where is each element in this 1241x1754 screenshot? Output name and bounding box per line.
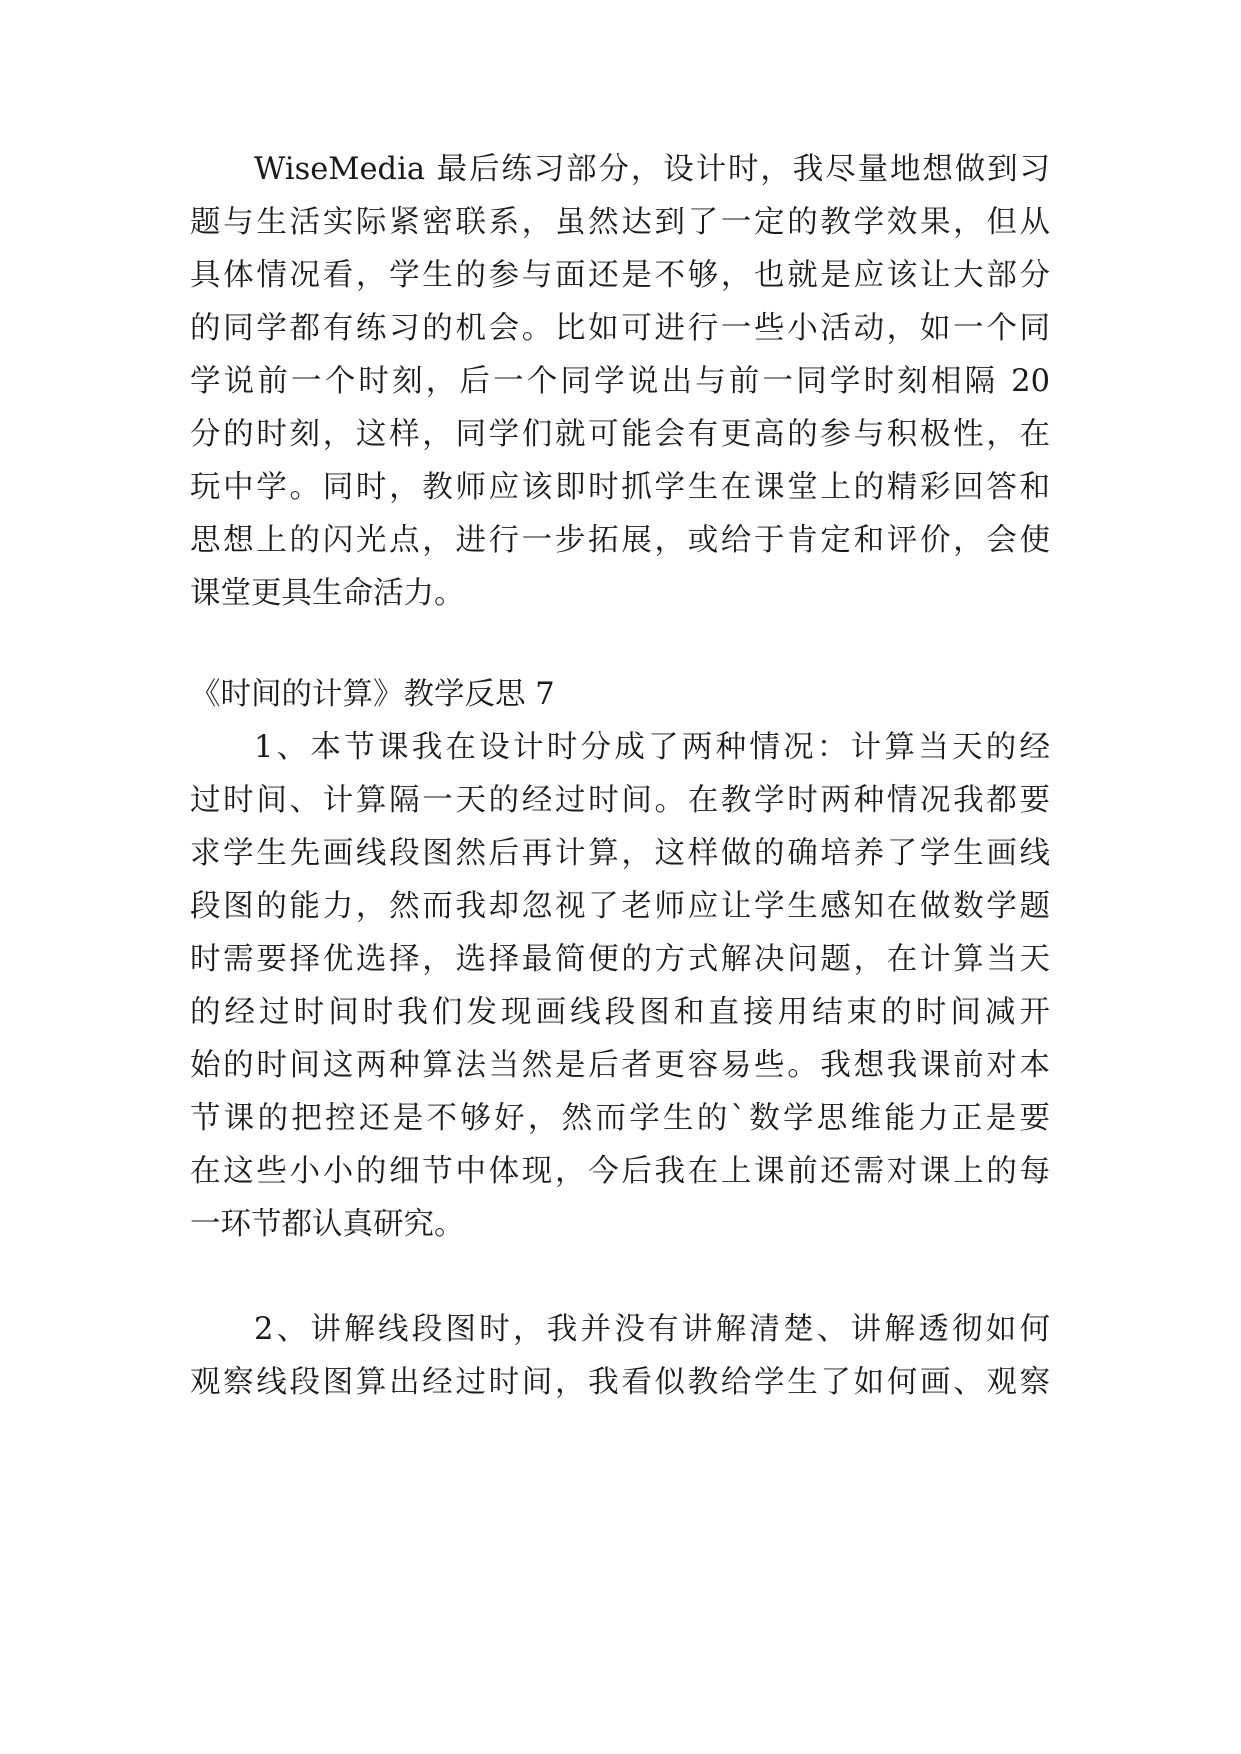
section-heading: 《时间的计算》教学反思 7	[190, 677, 555, 712]
text-line: 具体情况看，学生的参与面还是不够，也就是应该让大部分	[190, 258, 1050, 293]
text-line: 求学生先画线段图然后再计算，这样做的确培养了学生画线	[190, 836, 1050, 871]
text-line: 过时间、计算隔一天的经过时间。在教学时两种情况我都要	[190, 783, 1050, 818]
text-line: 始的时间这两种算法当然是后者更容易些。我想我课前对本	[190, 1048, 1050, 1083]
text-line: 题与生活实际紧密联系，虽然达到了一定的教学效果，但从	[190, 205, 1050, 240]
text-line: 在这些小小的细节中体现，今后我在上课前还需对课上的每	[190, 1154, 1050, 1189]
text-line: 玩中学。同时，教师应该即时抓学生在课堂上的精彩回答和	[190, 470, 1050, 505]
text-line: WiseMedia 最后练习部分，设计时，我尽量地想做到习	[254, 152, 1050, 187]
text-line: 思想上的闪光点，进行一步拓展，或给于肯定和评价，会使	[190, 523, 1050, 558]
text-line: 观察线段图算出经过时间，我看似教给学生了如何画、观察	[190, 1365, 1050, 1400]
text-line: 的同学都有练习的机会。比如可进行一些小活动，如一个同	[190, 311, 1050, 346]
text-line: 1、本节课我在设计时分成了两种情况：计算当天的经	[254, 730, 1050, 765]
text-line: 学说前一个时刻，后一个同学说出与前一同学时刻相隔 20	[190, 364, 1050, 399]
text-line: 2、讲解线段图时，我并没有讲解清楚、讲解透彻如何	[254, 1312, 1050, 1347]
text-line: 时需要择优选择，选择最简便的方式解决问题，在计算当天	[190, 942, 1050, 977]
text-line: 段图的能力，然而我却忽视了老师应让学生感知在做数学题	[190, 889, 1050, 924]
text-line: 课堂更具生命活力。	[190, 576, 465, 611]
text-line: 分的时刻，这样，同学们就可能会有更高的参与积极性，在	[190, 417, 1050, 452]
text-line: 一环节都认真研究。	[190, 1207, 465, 1242]
text-line: 节课的把控还是不够好，然而学生的`数学思维能力正是要	[190, 1101, 1050, 1136]
text-line: 的经过时间时我们发现画线段图和直接用结束的时间减开	[190, 995, 1050, 1030]
